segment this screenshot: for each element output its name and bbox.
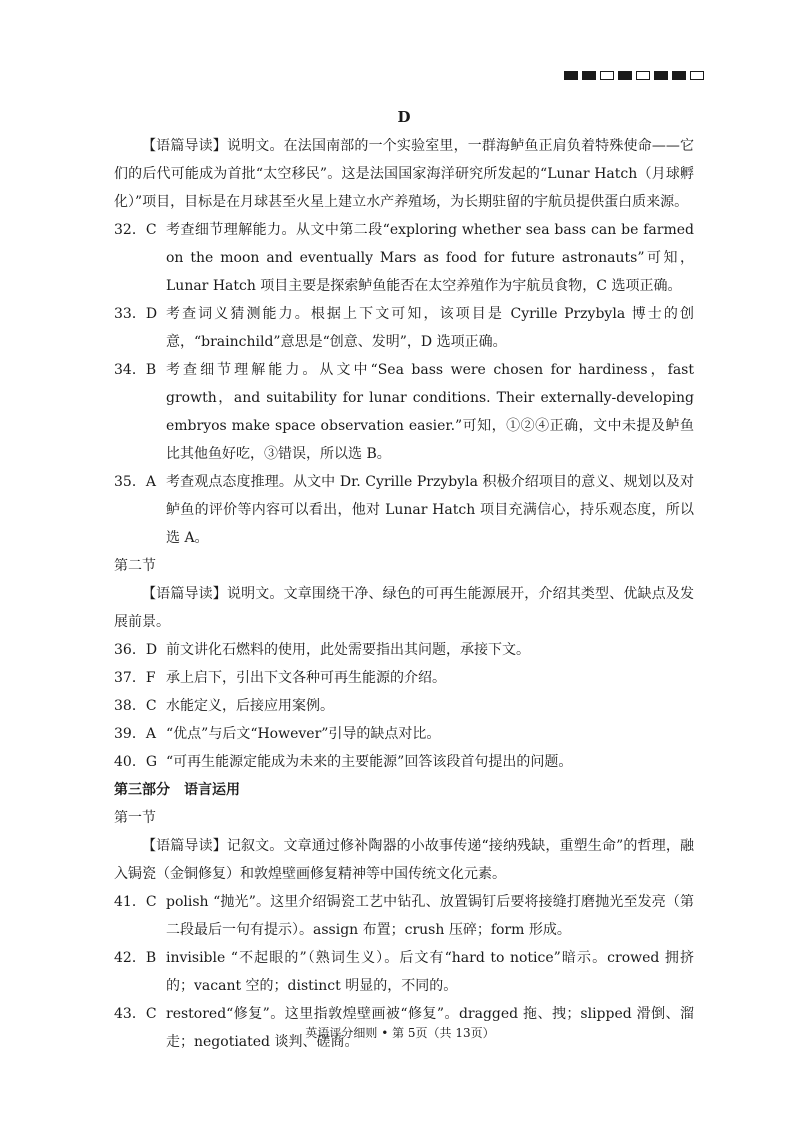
guide-paragraph-1: 【语篇导读】说明文。在法国南部的一个实验室里，一群海鲈鱼正肩负着特殊使命——它们的后代可能成为首批“太空移民”。这是法国国家海洋研究所发起的“Lunar Hatch（月球孵化）”项目，目标是在月球甚至火星上建立水产养殖场，为长期驻留的宇航员提供蛋白质来源。 [114, 138, 694, 210]
answer-number: 43．C [114, 1006, 157, 1022]
answer-list-part1 [114, 216, 694, 552]
answer-item [114, 300, 694, 356]
answer-number: 36．D [114, 642, 158, 658]
answer-number: 35．A [114, 474, 156, 490]
answer-explanation: polish “抛光”。这里介绍锔瓷工艺中钻孔、放置锔钉后要将接缝打磨抛光至发亮（第二段最后一句有提示）。assign 布置；crush 压碎；form 形成。 [166, 894, 694, 938]
answer-number: 41．C [114, 894, 157, 910]
answer-explanation: 前文讲化石燃料的使用，此处需要指出其问题，承接下文。 [166, 642, 530, 658]
answer-explanation: “可再生能源定能成为未来的主要能源”回答该段首句提出的问题。 [166, 754, 573, 770]
header-mark [564, 71, 578, 80]
header-mark [600, 71, 614, 80]
answer-number: 39．A [114, 726, 156, 742]
answer-number: 38．C [114, 698, 157, 714]
answer-item [114, 944, 694, 1000]
answer-explanation: restored“修复”。这里指敦煌壁画被“修复”。dragged 拖、拽；slipped 滑倒、溜走；negotiated 谈判、磋商。 [166, 1006, 694, 1050]
answer-item [114, 216, 694, 300]
answer-explanation: 承上启下，引出下文各种可再生能源的介绍。 [166, 670, 446, 686]
section-1-title: 第一节 [114, 810, 156, 826]
answer-item [114, 356, 694, 468]
answer-explanation: 考查细节理解能力。从文中第二段“exploring whether sea bass can be farmed on the moon and eventually Mars as food for future astronauts”可知，Lunar Hatch 项目主要是探索鲈鱼能否在太空养殖作为宇航员食物，C 选项正确。 [166, 222, 694, 294]
answer-explanation: 考查词义猜测能力。根据上下文可知，该项目是 Cyrille Przybyla 博士的创意，“brainchild”意思是“创意、发明”，D 选项正确。 [166, 306, 694, 350]
header-mark [672, 71, 686, 80]
answer-explanation: 水能定义，后接应用案例。 [166, 698, 334, 714]
answer-explanation: 考查观点态度推理。从文中 Dr. Cyrille Przybyla 积极介绍项目的意义、规划以及对鲈鱼的评价等内容可以看出，他对 Lunar Hatch 项目充满信心，持乐观态度，所以选 A。 [166, 474, 694, 546]
answer-item [114, 664, 694, 692]
answer-number: 34．B [114, 362, 157, 378]
answer-explanation: invisible “不起眼的”（熟词生义）。后文有“hard to notice”暗示。crowed 拥挤的；vacant 空的；distinct 明显的，不同的。 [166, 950, 694, 994]
answer-item [114, 748, 694, 776]
answer-explanation: 考查细节理解能力。从文中“Sea bass were chosen for hardiness，fast growth，and suitability for lunar conditions. Their externally-developing embryos make space observation easier.”可知，①②④正确，文中未提及鲈鱼比其他鱼好吃，③错误，所以选 B。 [166, 362, 694, 462]
answer-number: 40．G [114, 754, 157, 770]
guide-paragraph-2: 【语篇导读】说明文。文章围绕干净、绿色的可再生能源展开，介绍其类型、优缺点及发展前景。 [114, 586, 694, 630]
answer-item [114, 636, 694, 664]
answer-item [114, 468, 694, 552]
header-mark [636, 71, 650, 80]
answer-number: 33．D [114, 306, 158, 322]
answer-item [114, 720, 694, 748]
section-2-title: 第二节 [114, 558, 156, 574]
section-d-title: D [397, 108, 411, 126]
guide-paragraph-3: 【语篇导读】记叙文。文章通过修补陶器的小故事传递“接纳残缺，重塑生命”的哲理，融入锔瓷（金铜修复）和敦煌壁画修复精神等中国传统文化元素。 [114, 838, 694, 882]
header-mark [690, 71, 704, 80]
content-area [114, 104, 694, 1056]
answer-number: 37．F [114, 670, 156, 686]
header-mark [582, 71, 596, 80]
answer-explanation: “优点”与后文“However”引导的缺点对比。 [166, 726, 441, 742]
header-mark [654, 71, 668, 80]
answer-list-part2 [114, 636, 694, 776]
answer-item [114, 692, 694, 720]
answer-item [114, 888, 694, 944]
answer-number: 32．C [114, 222, 157, 238]
page-footer: 英语评分细则 • 第 5页（共 13页） [305, 1026, 495, 1040]
header-marks [564, 71, 704, 80]
answer-number: 42．B [114, 950, 157, 966]
part-3-title: 第三部分 语言运用 [114, 782, 240, 798]
header-mark [618, 71, 632, 80]
